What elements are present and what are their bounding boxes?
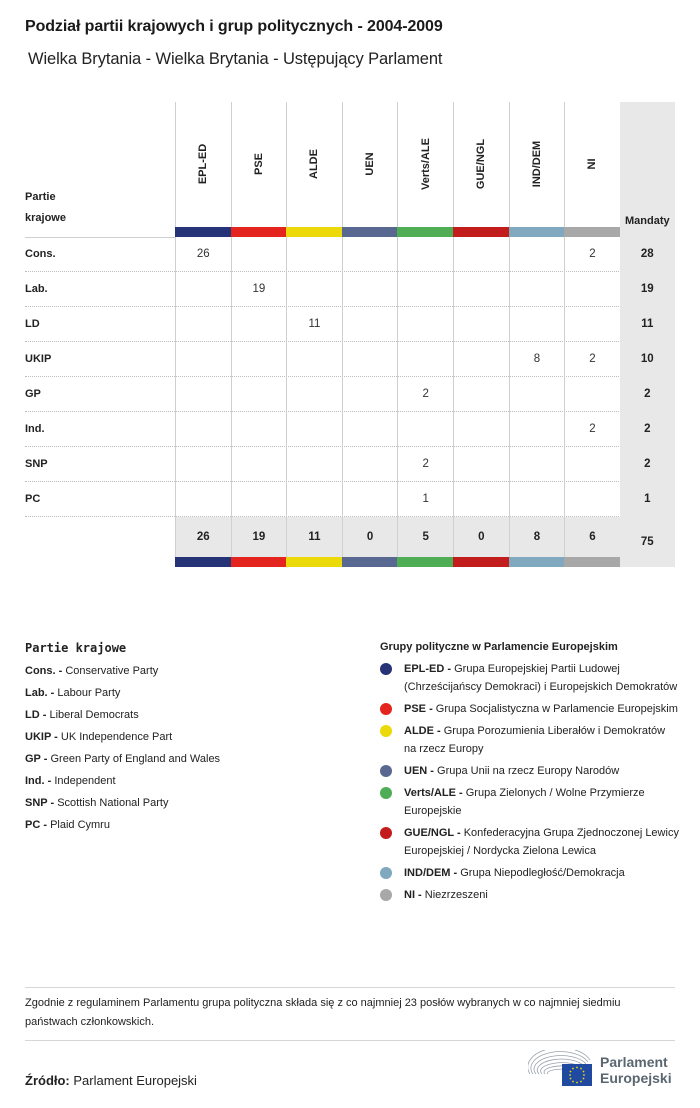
group-column-header: [342, 102, 398, 237]
party-name: GP: [25, 388, 41, 400]
group-color-bar: [342, 227, 398, 237]
national-party-legend-item: [25, 704, 220, 726]
group-color-dot-icon: [380, 663, 392, 675]
party-abbr: GP -: [25, 753, 48, 765]
seat-count-cell: 19: [231, 272, 287, 307]
party-total-cell: 19: [620, 272, 675, 307]
party-full-name: Conservative Party: [65, 665, 159, 677]
logo-text-line2: Europejski: [600, 1070, 672, 1086]
seat-count-cell: [286, 237, 342, 272]
seat-count-cell: 2: [397, 377, 453, 412]
seat-count-cell: [509, 237, 565, 272]
seat-count-cell: [397, 272, 453, 307]
national-party-legend-item: [25, 748, 220, 770]
group-color-dot-icon: [380, 867, 392, 879]
national-party-legend-item: [25, 726, 220, 748]
table-row: [25, 412, 675, 447]
group-abbr: GUE/NGL -: [404, 827, 461, 839]
seat-count-cell: 11: [286, 307, 342, 342]
group-abbr: Verts/ALE -: [404, 787, 463, 799]
seat-count-cell: [342, 272, 398, 307]
group-abbr: IND/DEM -: [404, 867, 458, 879]
group-column-header: [453, 102, 509, 237]
seat-count-cell: [564, 377, 620, 412]
seat-count-cell: [397, 342, 453, 377]
seat-count-cell: [453, 307, 509, 342]
seat-count-cell: [286, 342, 342, 377]
party-column-header: [25, 187, 66, 229]
seat-count-cell: [453, 482, 509, 517]
mandates-column-header: [620, 102, 675, 237]
group-color-bar: [509, 557, 565, 567]
group-color-dot-icon: [380, 725, 392, 737]
seat-count-cell: [175, 482, 231, 517]
seat-count-cell: [509, 482, 565, 517]
group-color-dot-icon: [380, 765, 392, 777]
group-color-dot-icon: [380, 889, 392, 901]
party-header-line1: Partie: [25, 191, 56, 203]
seat-count-cell: [231, 482, 287, 517]
party-full-name: Liberal Democrats: [49, 709, 139, 721]
seat-count-cell: [286, 447, 342, 482]
seat-count-cell: [286, 272, 342, 307]
footnote: Zgodnie z regulaminem Parlamentu grupa polityczna składa się z co najmniej 23 posłów wybranych w co najmniej siedmiu państwach członkowskich.: [25, 997, 621, 1028]
seat-count-cell: [509, 412, 565, 447]
seat-count-cell: 26: [175, 237, 231, 272]
seat-count-cell: [231, 447, 287, 482]
group-column-header: [231, 102, 287, 237]
group-abbr: PSE -: [404, 703, 433, 715]
group-total-cell: 8: [509, 517, 565, 557]
seat-count-cell: [175, 412, 231, 447]
party-full-name: Labour Party: [57, 687, 121, 699]
seat-count-cell: [231, 237, 287, 272]
page-subtitle: Wielka Brytania - Wielka Brytania - Ustępujący Parlament: [28, 50, 443, 68]
party-full-name: Scottish National Party: [57, 797, 169, 809]
table-header: [25, 102, 675, 237]
party-abbr: UKIP -: [25, 731, 58, 743]
group-total-cell: 0: [453, 517, 509, 557]
group-column-label: UEN: [364, 152, 377, 176]
divider: [25, 987, 675, 988]
seat-count-cell: [453, 412, 509, 447]
seat-count-cell: [564, 272, 620, 307]
national-parties-legend: [25, 641, 220, 836]
table-body: [25, 237, 675, 517]
group-full-name: Konfederacyjna Grupa Zjednoczonej Lewicy Europejskiej / Nordycka Zielona Lewica: [404, 827, 679, 857]
seat-count-cell: [175, 342, 231, 377]
seat-count-cell: [175, 307, 231, 342]
seat-count-cell: [453, 237, 509, 272]
party-total-cell: 1: [620, 482, 675, 517]
party-total-cell: 2: [620, 377, 675, 412]
logo-text: [600, 1054, 672, 1086]
table-row: [25, 237, 675, 272]
seat-count-cell: [342, 237, 398, 272]
group-full-name: Grupa Unii na rzecz Europy Narodów: [437, 765, 620, 777]
party-abbr: Ind. -: [25, 775, 52, 787]
group-color-bar: [231, 557, 287, 567]
group-column-label: Verts/ALE: [419, 138, 432, 190]
seat-count-cell: [175, 447, 231, 482]
political-group-legend-item: [380, 660, 680, 696]
group-column-label: NI: [586, 158, 599, 170]
political-groups-legend-title: Grupy polityczne w Parlamencie Europejskim: [380, 641, 618, 653]
divider: [25, 1040, 675, 1041]
seat-count-cell: 1: [397, 482, 453, 517]
party-total-cell: 11: [620, 307, 675, 342]
group-color-bar: [397, 557, 453, 567]
group-color-dot-icon: [380, 787, 392, 799]
group-abbr: ALDE -: [404, 725, 441, 737]
seat-count-cell: 8: [509, 342, 565, 377]
group-color-bar: [509, 227, 565, 237]
national-party-legend-item: [25, 792, 220, 814]
seat-count-cell: [231, 412, 287, 447]
seat-count-cell: [342, 307, 398, 342]
seat-count-cell: [342, 412, 398, 447]
political-group-legend-item: [380, 864, 680, 882]
group-full-name: Grupa Niepodległość/Demokracja: [460, 867, 625, 879]
mandates-label: Mandaty: [624, 215, 670, 227]
group-full-name: Grupa Porozumienia Liberałów i Demokratów na rzecz Europy: [404, 725, 666, 755]
group-abbr: EPL-ED -: [404, 663, 452, 675]
party-total-cell: 28: [620, 237, 675, 272]
seat-count-cell: [342, 377, 398, 412]
seat-count-cell: [453, 272, 509, 307]
group-column-label: ALDE: [308, 149, 321, 179]
political-group-legend-item: [380, 824, 680, 860]
party-total-cell: 10: [620, 342, 675, 377]
party-header-line2: krajowe: [25, 212, 66, 224]
political-groups-legend: [380, 641, 680, 908]
group-column-header: [397, 102, 453, 237]
party-name: SNP: [25, 458, 48, 470]
party-full-name: Green Party of England and Wales: [50, 753, 221, 765]
group-column-label: IND/DEM: [530, 140, 543, 188]
seat-count-cell: [286, 412, 342, 447]
table-row: [25, 447, 675, 482]
group-column-label: PSE: [252, 152, 265, 176]
seat-count-cell: [175, 272, 231, 307]
national-party-legend-item: [25, 682, 220, 704]
party-abbr: Lab. -: [25, 687, 55, 699]
totals-row: [25, 517, 675, 567]
political-group-legend-item: [380, 784, 680, 820]
party-total-cell: 2: [620, 412, 675, 447]
party-name: UKIP: [25, 353, 52, 365]
national-party-legend-item: [25, 660, 220, 682]
party-name: Lab.: [25, 283, 48, 295]
seat-count-cell: [453, 447, 509, 482]
group-abbr: NI -: [404, 889, 422, 901]
seat-count-cell: [453, 342, 509, 377]
seat-count-cell: [564, 307, 620, 342]
seat-count-cell: [397, 237, 453, 272]
table-row: [25, 307, 675, 342]
group-column-header: [286, 102, 342, 237]
group-column-header: [564, 102, 620, 237]
seat-count-cell: [286, 377, 342, 412]
seat-count-cell: [342, 482, 398, 517]
group-column-label: EPL-ED: [197, 143, 210, 185]
group-total-cell: 11: [286, 517, 342, 557]
european-parliament-logo: [528, 1050, 678, 1090]
grand-total-cell: 75: [620, 517, 675, 567]
party-abbr: Cons. -: [25, 665, 63, 677]
party-abbr: PC -: [25, 819, 47, 831]
group-color-bar: [342, 557, 398, 567]
party-full-name: UK Independence Part: [60, 731, 173, 743]
source-label: Źródło:: [25, 1073, 70, 1088]
seat-count-cell: 2: [564, 342, 620, 377]
group-total-cell: 19: [231, 517, 287, 557]
group-color-dot-icon: [380, 703, 392, 715]
group-color-bar: [397, 227, 453, 237]
seat-count-cell: [453, 377, 509, 412]
seat-count-cell: [397, 307, 453, 342]
political-group-legend-item: [380, 722, 680, 758]
seat-count-cell: [509, 307, 565, 342]
national-parties-legend-title: Partie krajowe: [25, 641, 127, 655]
seat-count-cell: 2: [397, 447, 453, 482]
group-full-name: Grupa Socjalistyczna w Parlamencie Europejskim: [435, 703, 678, 715]
seat-count-cell: [175, 377, 231, 412]
group-full-name: Grupa Europejskiej Partii Ludowej (Chrześcijańscy Demokraci) i Europejskich Demokratów: [404, 663, 678, 693]
party-name: Cons.: [25, 248, 56, 260]
seat-count-cell: 2: [564, 237, 620, 272]
seat-count-cell: [231, 307, 287, 342]
group-color-bar: [175, 227, 231, 237]
group-color-bar: [453, 557, 509, 567]
seat-count-cell: [342, 447, 398, 482]
group-total-cell: 26: [175, 517, 231, 557]
party-abbr: SNP -: [25, 797, 55, 809]
party-full-name: Independent: [54, 775, 116, 787]
group-column-label: GUE/NGL: [475, 138, 488, 190]
source-value: Parlament Europejski: [73, 1073, 197, 1088]
group-abbr: UEN -: [404, 765, 434, 777]
group-total-cell: 5: [397, 517, 453, 557]
table-row: [25, 377, 675, 412]
national-party-legend-item: [25, 814, 220, 836]
table-row: [25, 272, 675, 307]
seat-count-cell: [564, 482, 620, 517]
seat-count-cell: [509, 377, 565, 412]
national-party-legend-item: [25, 770, 220, 792]
table-row: [25, 482, 675, 517]
group-color-bar: [453, 227, 509, 237]
party-abbr: LD -: [25, 709, 47, 721]
group-color-bar: [175, 557, 231, 567]
group-column-header: [509, 102, 565, 237]
political-group-legend-item: [380, 886, 680, 904]
party-name: Ind.: [25, 423, 45, 435]
european-parliament-hemicycle-flag-icon: [528, 1050, 594, 1088]
seat-distribution-table: [25, 102, 675, 567]
group-color-bar: [564, 557, 620, 567]
group-color-bar: [286, 557, 342, 567]
group-full-name: Niezrzeszeni: [424, 889, 488, 901]
group-full-name: Grupa Zielonych / Wolne Przymierze Europejskie: [404, 787, 645, 817]
table-row: [25, 342, 675, 377]
group-color-bar: [286, 227, 342, 237]
seat-count-cell: 2: [564, 412, 620, 447]
logo-text-line1: Parlament: [600, 1054, 668, 1070]
seat-count-cell: [342, 342, 398, 377]
seat-count-cell: [231, 342, 287, 377]
party-name: LD: [25, 318, 40, 330]
party-total-cell: 2: [620, 447, 675, 482]
group-color-dot-icon: [380, 827, 392, 839]
group-total-cell: 0: [342, 517, 398, 557]
political-group-legend-item: [380, 700, 680, 718]
page-title: Podział partii krajowych i grup politycznych - 2004-2009: [25, 18, 443, 35]
group-total-cell: 6: [564, 517, 620, 557]
seat-count-cell: [286, 482, 342, 517]
seat-count-cell: [231, 377, 287, 412]
seat-count-cell: [509, 447, 565, 482]
party-name: PC: [25, 493, 41, 505]
seat-count-cell: [509, 272, 565, 307]
group-color-bar: [564, 227, 620, 237]
seat-count-cell: [397, 412, 453, 447]
political-group-legend-item: [380, 762, 680, 780]
group-color-bar: [231, 227, 287, 237]
source-line: [25, 1073, 197, 1088]
group-column-header: [175, 102, 231, 237]
party-full-name: Plaid Cymru: [50, 819, 110, 831]
seat-count-cell: [564, 447, 620, 482]
